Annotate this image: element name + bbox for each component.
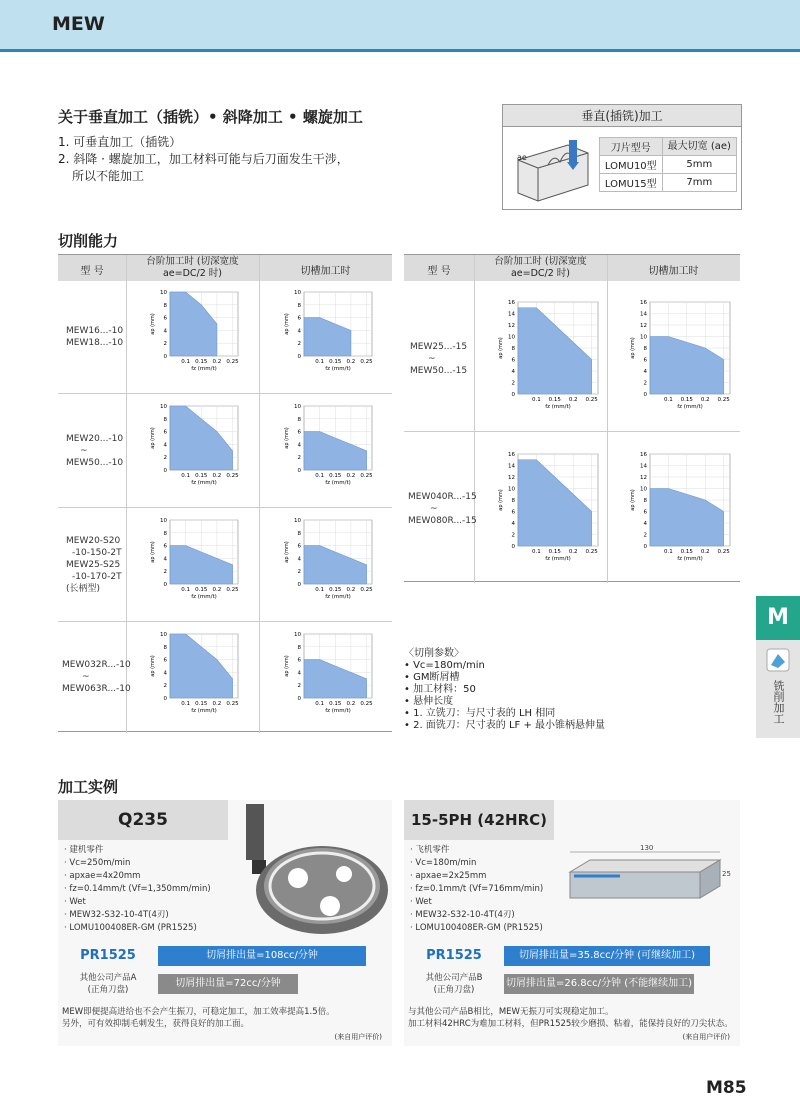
y-tick-label: 10 [160,632,167,638]
y-tick-label: 8 [163,530,167,537]
y-tick-label: 8 [163,644,167,651]
y-tick-label: 0 [297,354,301,360]
y-tick-label: 2 [643,532,647,539]
intro-item-2: 2. 斜降 · 螺旋加工，加工材料可能与后刀面发生干涉， [58,152,349,166]
y-tick-label: 8 [297,416,301,423]
y-tick-label: 6 [643,509,647,516]
x-tick-label: 0.1 [532,397,541,403]
plunge-box [502,104,742,210]
y-tick-label: 2 [297,455,301,462]
x-tick-label: 0.25 [226,359,239,365]
y-tick-label: 14 [640,463,647,470]
notes-left: MEW即便提高进给也不会产生振刀，可稳定加工，加工效率提高1.5倍。 另外，可有效抑制毛刺发生，获得良好的加工面。 [62,1007,335,1029]
x-axis-label: fz (mm/t) [191,594,217,600]
col-model-r: 型 号 [427,266,451,277]
capability-chart-3 [148,400,244,492]
y-tick-label: 8 [163,416,167,423]
x-tick-label: 0.2 [700,549,710,555]
x-tick-label: 0.1 [315,359,325,365]
x-tick-label: 0.15 [548,549,561,555]
y-tick-label: 0 [163,696,167,702]
x-tick-label: 0.2 [346,359,356,365]
y-axis-label: ap (mm) [498,489,504,511]
capability-chart-1 [148,286,244,378]
x-tick-label: 0.25 [717,549,730,555]
y-tick-label: 6 [163,315,167,322]
intro-item-3: 所以不能加工 [72,169,145,183]
x-tick-label: 0.25 [226,587,239,593]
capability-chart-4 [282,400,378,492]
y-tick-label: 4 [643,521,647,527]
y-axis-label: ap (mm) [150,427,156,449]
y-tick-label: 0 [163,468,167,474]
x-tick-label: 0.25 [226,473,239,479]
capability-chart-9 [496,296,604,416]
x-tick-label: 0.2 [346,701,356,707]
capability-chart-2 [282,286,378,378]
col-step: 台阶加工时 (切深宽度 ae=DC/2 时) [146,256,239,279]
y-tick-label: 4 [643,369,647,375]
y-axis-label: ap (mm) [284,541,290,563]
source-left: (来自用户评价) [334,1033,382,1041]
material-right: 15-5PH (42HRC) [404,800,554,840]
x-axis-label: fz (mm/t) [677,556,703,562]
bar1-right: 切屑排出量=35.8cc/分钟 (可继续加工) [504,946,710,966]
y-tick-label: 8 [511,498,515,504]
y-tick-label: 0 [511,392,515,398]
y-tick-label: 2 [163,455,167,462]
y-tick-label: 12 [640,323,647,329]
y-tick-label: 8 [297,302,301,309]
x-tick-label: 0.1 [181,359,191,365]
y-tick-label: 16 [640,452,647,458]
source-right: (来自用户评价) [682,1033,730,1041]
y-tick-label: 8 [643,498,647,504]
x-tick-label: 0.25 [360,473,373,479]
y-tick-label: 2 [163,683,167,690]
x-tick-label: 0.2 [212,473,222,479]
y-tick-label: 6 [511,509,515,516]
x-tick-label: 0.1 [181,701,191,707]
x-tick-label: 0.25 [226,701,239,707]
y-tick-label: 0 [163,582,167,588]
y-axis-label: ap (mm) [284,655,290,677]
x-tick-label: 0.25 [360,701,373,707]
y-tick-label: 8 [297,644,301,651]
plunge-r2c1: LOMU15型 [600,174,663,192]
x-tick-label: 0.1 [181,473,191,479]
bar2-left: 切屑排出量=72cc/分钟 [158,974,298,994]
y-tick-label: 14 [640,311,647,318]
x-axis-label: fz (mm/t) [545,556,571,562]
y-tick-label: 4 [163,556,167,563]
fig-dim2: 25 [722,870,731,878]
plunge-table [599,137,737,192]
y-tick-label: 6 [163,429,167,436]
intro-title: 关于垂直加工（插铣）• 斜降加工 • 螺旋加工 [58,108,363,126]
x-tick-label: 0.1 [664,397,673,403]
x-tick-label: 0.15 [195,587,208,593]
y-tick-label: 10 [294,518,301,524]
y-tick-label: 8 [163,302,167,309]
y-tick-label: 0 [297,468,301,474]
bar2-right: 切屑排出量=26.8cc/分钟 (不能继续加工) [504,974,694,994]
y-tick-label: 10 [294,632,301,638]
y-tick-label: 2 [163,341,167,348]
y-tick-label: 6 [297,429,301,436]
y-tick-label: 10 [508,334,515,341]
notes-right: 与其他公司产品B相比，MEW无振刀可实现稳定加工。 加工材料42HRC为难加工材料，但PR1525较少磨损、粘着，能保持良好的刀尖状态。 [408,1007,733,1029]
x-tick-label: 0.15 [680,397,693,403]
model-l2: MEW20...-10 ~ MEW50...-10 [66,434,124,468]
other-right: 其他公司产品B (正角刀盘) [425,973,483,995]
y-tick-label: 10 [294,404,301,410]
y-tick-label: 2 [297,569,301,576]
x-tick-label: 0.15 [195,473,208,479]
y-tick-label: 8 [511,346,515,352]
x-tick-label: 0.1 [315,701,325,707]
y-tick-label: 14 [508,463,515,470]
x-tick-label: 0.25 [717,397,730,403]
plunge-fig-label: ae [517,153,527,162]
x-tick-label: 0.2 [212,359,222,365]
y-axis-label: ap (mm) [150,541,156,563]
y-tick-label: 8 [297,530,301,537]
capability-chart-10 [628,296,736,416]
x-axis-label: fz (mm/t) [191,480,217,486]
y-axis-label: ap (mm) [150,655,156,677]
col-slot: 切槽加工时 [300,266,351,277]
x-tick-label: 0.1 [532,549,541,555]
plunge-title: 垂直(插铣)加工 [503,105,741,127]
x-axis-label: fz (mm/t) [191,366,217,372]
x-tick-label: 0.2 [700,397,710,403]
example-right [404,800,740,1046]
x-axis-label: fz (mm/t) [677,404,703,410]
x-tick-label: 0.2 [346,587,356,593]
intro-item-1: 1. 可垂直加工（插铣） [58,135,182,149]
x-tick-label: 0.15 [195,359,208,365]
x-tick-label: 0.15 [329,587,342,593]
y-tick-label: 4 [297,670,301,677]
y-tick-label: 2 [297,341,301,348]
fig-dim1: 130 [640,844,654,852]
x-tick-label: 0.15 [680,549,693,555]
y-tick-label: 10 [508,486,515,493]
x-tick-label: 0.15 [329,359,342,365]
page-header [0,0,800,52]
side-label: 铣削加工 [772,680,785,724]
y-tick-label: 4 [297,328,301,335]
y-tick-label: 6 [297,315,301,322]
y-tick-label: 4 [511,369,515,375]
side-label-box [756,640,800,738]
col-model: 型 号 [80,266,104,277]
x-tick-label: 0.1 [181,587,191,593]
x-axis-label: fz (mm/t) [191,708,217,714]
example-left [58,800,392,1046]
y-tick-label: 6 [163,543,167,550]
y-tick-label: 6 [297,657,301,664]
x-tick-label: 0.25 [585,549,598,555]
capability-chart-8 [282,628,378,720]
y-axis-label: ap (mm) [150,313,156,335]
model-r2: MEW040R...-15 ~ MEW080R...-15 [408,492,477,526]
plunge-figure [513,135,593,205]
x-tick-label: 0.1 [315,473,325,479]
material-left: Q235 [58,800,228,840]
y-tick-label: 6 [163,657,167,664]
plunge-col1: 刀片型号 [600,138,663,156]
y-tick-label: 10 [160,290,167,296]
x-tick-label: 0.15 [329,701,342,707]
case-right: · 飞机零件 · Vc=180m/min · apxae=2x25mm · fz=0.1mm/t (Vf=716mm/min) · Wet · MEW32-S32-10-4T(4刃) · LOMU100408ER-GM (PR1525) [410,845,544,933]
y-tick-label: 8 [643,346,647,352]
x-axis-label: fz (mm/t) [325,480,351,486]
model-l4: MEW032R...-10 ~ MEW063R...-10 [62,660,131,694]
y-tick-label: 4 [163,442,167,449]
y-tick-label: 16 [508,300,515,306]
x-tick-label: 0.25 [360,587,373,593]
grade-right: PR1525 [426,948,482,963]
x-tick-label: 0.1 [315,587,325,593]
plunge-r1c1: LOMU10型 [600,156,663,174]
y-tick-label: 16 [640,300,647,306]
col-step-r: 台阶加工时 (切深宽度 ae=DC/2 时) [494,256,587,279]
grade-left: PR1525 [80,948,136,963]
y-axis-label: ap (mm) [284,427,290,449]
model-l3: MEW20-S20 -10-150-2T MEW25-S25 -10-170-2T (长柄型) [66,536,122,594]
y-tick-label: 0 [297,696,301,702]
y-axis-label: ap (mm) [630,489,636,511]
y-axis-label: ap (mm) [284,313,290,335]
y-tick-label: 6 [511,357,515,364]
y-tick-label: 0 [163,354,167,360]
col-slot-r: 切槽加工时 [648,266,699,277]
y-tick-label: 4 [163,670,167,677]
y-tick-label: 0 [643,544,647,550]
other-left: 其他公司产品A (正角刀盘) [79,973,137,995]
y-tick-label: 4 [511,521,515,527]
cutting-params: 〈切削参数〉 • Vc=180m/min • GM断屑槽 • 加工材料：50 • 悬伸长度 • 1. 立铣刀：与尺寸表的 LH 相同 • 2. 面铣刀：尺寸表的 LF + 最小锥柄悬伸量 [404,648,606,731]
y-tick-label: 10 [640,486,647,493]
y-axis-label: ap (mm) [630,337,636,359]
plunge-r1c2: 5mm [662,156,736,174]
y-tick-label: 16 [508,452,515,458]
y-tick-label: 2 [511,532,515,539]
x-axis-label: fz (mm/t) [325,594,351,600]
x-axis-label: fz (mm/t) [545,404,571,410]
y-tick-label: 4 [163,328,167,335]
plunge-r2c2: 7mm [662,174,736,192]
y-tick-label: 12 [508,475,515,481]
model-r1: MEW25...-15 ~ MEW50...-15 [410,342,468,376]
y-tick-label: 6 [297,543,301,550]
y-tick-label: 10 [160,404,167,410]
y-tick-label: 6 [643,357,647,364]
y-tick-label: 0 [643,392,647,398]
examples-title: 加工实例 [58,778,119,796]
workpiece-figure-left [234,804,390,942]
y-tick-label: 12 [508,323,515,329]
y-tick-label: 2 [163,569,167,576]
workpiece-figure-right [560,840,740,910]
bar1-left: 切屑排出量=108cc/分钟 [158,946,366,966]
capability-chart-11 [496,448,604,568]
page-number: M85 [706,1078,747,1098]
y-tick-label: 14 [508,311,515,318]
header-title: MEW [52,13,105,35]
x-tick-label: 0.15 [195,701,208,707]
capability-chart-5 [148,514,244,606]
x-tick-label: 0.15 [548,397,561,403]
y-tick-label: 12 [640,475,647,481]
x-tick-label: 0.2 [346,473,356,479]
y-tick-label: 2 [643,380,647,387]
x-axis-label: fz (mm/t) [325,708,351,714]
y-axis-label: ap (mm) [498,337,504,359]
capability-chart-12 [628,448,736,568]
y-tick-label: 4 [297,442,301,449]
x-tick-label: 0.2 [212,587,222,593]
y-tick-label: 2 [297,683,301,690]
capability-chart-7 [148,628,244,720]
y-tick-label: 10 [294,290,301,296]
y-tick-label: 0 [297,582,301,588]
capability-chart-6 [282,514,378,606]
cutting-title: 切削能力 [58,232,119,250]
x-tick-label: 0.25 [360,359,373,365]
y-tick-label: 10 [640,334,647,341]
y-tick-label: 0 [511,544,515,550]
section-tab[interactable]: M [756,596,800,640]
milling-icon [766,648,790,672]
model-l1: MEW16...-10 MEW18...-10 [66,326,124,348]
case-left: · 建机零件 · Vc=250m/min · apxae=4x20mm · fz=0.14mm/t (Vf=1,350mm/min) · Wet · MEW32-S32-10-4T(4刃) · LOMU100408ER-GM (PR1525) [64,845,211,933]
y-tick-label: 4 [297,556,301,563]
x-tick-label: 0.15 [329,473,342,479]
x-tick-label: 0.2 [568,549,578,555]
x-axis-label: fz (mm/t) [325,366,351,372]
x-tick-label: 0.1 [664,549,673,555]
x-tick-label: 0.2 [568,397,578,403]
x-tick-label: 0.25 [585,397,598,403]
y-tick-label: 2 [511,380,515,387]
x-tick-label: 0.2 [212,701,222,707]
y-tick-label: 10 [160,518,167,524]
plunge-col2: 最大切宽 (ae) [662,138,736,156]
